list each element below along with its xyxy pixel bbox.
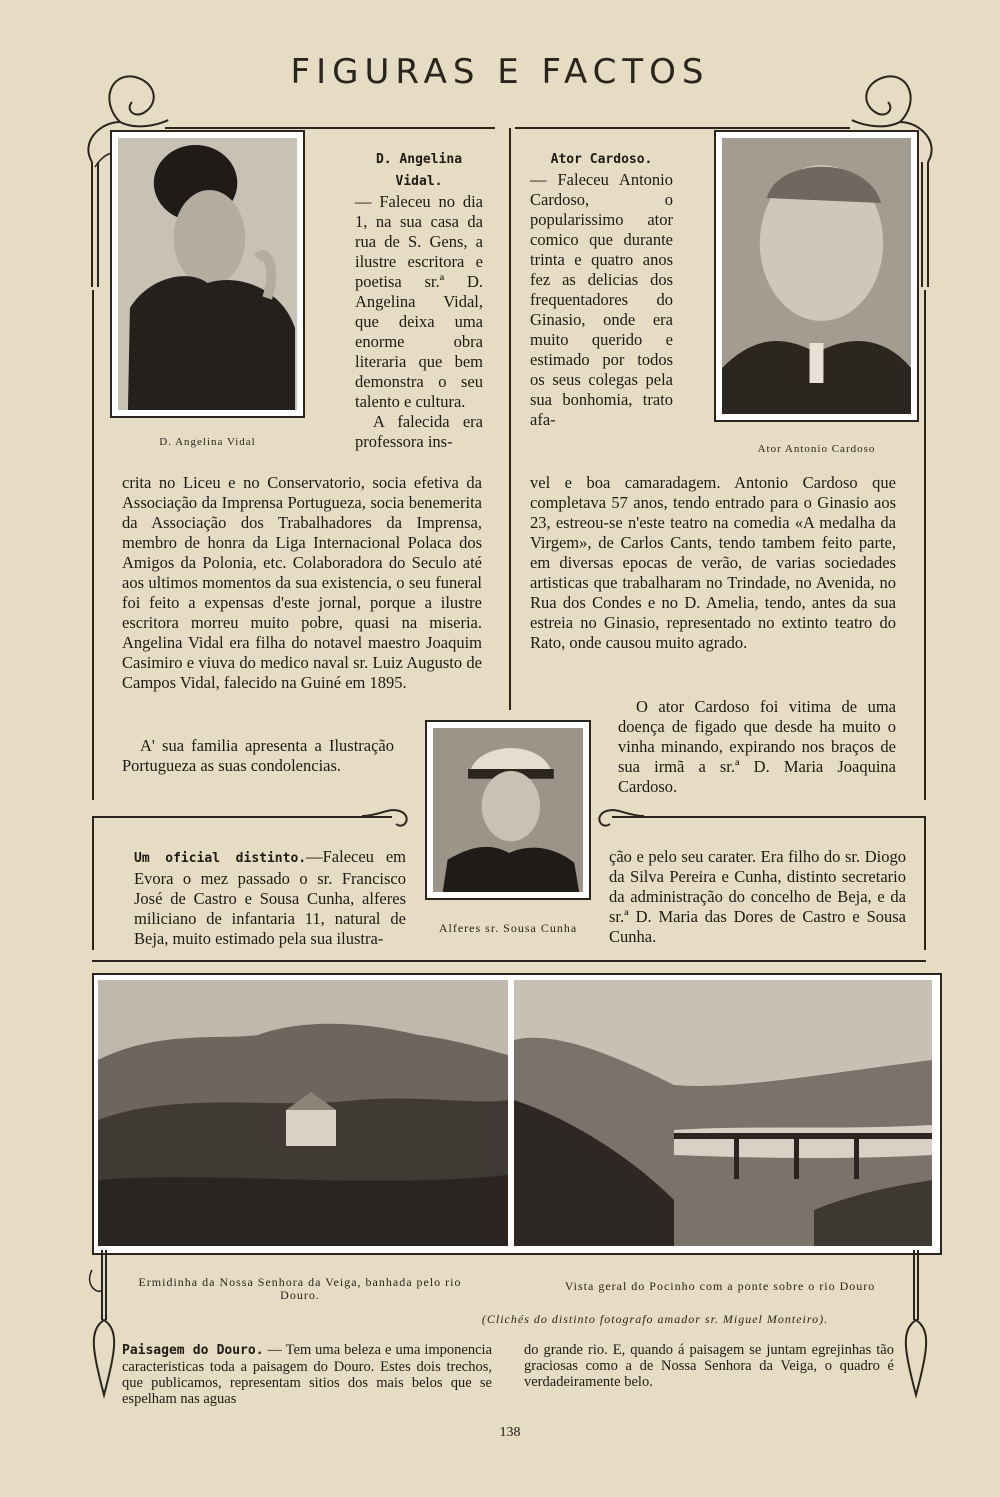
scroll-ornament-right (586, 800, 646, 836)
middle-right-border (924, 816, 926, 950)
caption-pocinho: Vista geral do Pocinho com a ponte sobre o rio Douro (564, 1279, 876, 1293)
oficial-left-text: —Faleceu em Evora o mez passado o sr. Francisco José de Castro e Sousa Cunha, alferes miliciano de infantaria 11, natural de Beja, muito estimado pela sua ilustra- (134, 847, 406, 948)
caption-angelina-vidal: D. Angelina Vidal (159, 436, 256, 448)
spear-ornament-right (896, 1250, 936, 1400)
spear-ornament-left (84, 1250, 124, 1400)
angelina-narrow-column (355, 148, 483, 452)
caption-ermidinha-veiga: Ermidinha da Nossa Senhora da Veiga, banhada pelo rio Douro. (138, 1275, 462, 1302)
middle-rule-right (612, 816, 924, 818)
middle-rule-left (92, 816, 392, 818)
top-rule-right (515, 127, 850, 129)
column-divider (509, 128, 511, 710)
cardoso-narrow-text: — Faleceu Antonio Cardoso, o popularissimo ator comico que durante trinta e quatro anos fez as delicias dos frequentadores do Ginasio, onde era muito querido e estimado por todos os seus colegas pela sua bonhomia, trato afa- (530, 170, 673, 429)
oficial-right-text: ção e pelo seu carater. Era filho do sr. Diogo da Silva Pereira e Cunha, distinto secretario da administração do concelho de Beja, e da sr.ª D. Maria das Dores de Castro e Sousa Cunha. (609, 847, 906, 946)
cardoso-wide-column (530, 473, 896, 653)
photo-credit: (Clichés do distinto fotografo amador sr. Miguel Monteiro). (481, 1312, 829, 1326)
angelina-closing-column (122, 736, 394, 776)
douro-heading: Paisagem do Douro. (122, 1343, 264, 1358)
cardoso-narrow-column (530, 148, 673, 430)
portrait-sousa-cunha (425, 720, 591, 900)
caption-antonio-cardoso: Ator Antonio Cardoso (757, 443, 876, 455)
angelina-wide-text: crita no Liceu e no Conservatorio, socia efetiva da Associação da Imprensa Portugueza, socia benemerita da Associação dos Trabalhadores da Imprensa, membro de honra da Liga Internacional Polaca dos Amigos da Polonia, etc. Colaboradora do Seculo até aos ultimos momentos da sua existencia, o seu funeral foi feito a expensas d'este jornal, porque a ilustre escritora morreu muito pobre, quasi na miseria. Angelina Vidal era filha do notavel maestro Joaquim Casimiro e viuva do medico naval sr. Luiz Augusto de Campos Vidal, falecido na Guiné em 1895. (122, 473, 482, 692)
cardoso-wide-text: vel e boa camaradagem. Antonio Cardoso que completava 57 anos, tendo entrado para o Ginasio aos 23, estreou-se n'este teatro na comedia «A medalha da Virgem», de Carlos Cants, tendo tambem feito parte, em diversas epocas de verão, de varias sociedades artisticas que trabalharam no Trindade, no Avenida, no Rua dos Condes e no D. Amelia, tendo, antes da sua estreia no Ginasio, representado no extinto teatro do Rato, onde causou muito agrado. (530, 473, 896, 652)
oficial-right-column (609, 847, 906, 947)
photo-pocinho-ponte (514, 980, 932, 1246)
cardoso-closing: O ator Cardoso foi vitima de uma doença de figado que desde ha muito o vinha minando, expirando nos braços de sua irmã a sr.ª D. Maria Joaquina Cardoso. (618, 697, 896, 796)
caption-sousa-cunha: Alferes sr. Sousa Cunha (438, 921, 578, 935)
left-border (92, 290, 94, 800)
cardoso-closing-column (618, 697, 896, 797)
photo-ermidinha-veiga (98, 980, 508, 1246)
angelina-narrow-text-2: A falecida era professora ins- (355, 412, 483, 451)
scroll-ornament-left (360, 800, 420, 836)
portrait-antonio-cardoso (714, 130, 919, 422)
douro-left-column (122, 1342, 492, 1407)
cardoso-heading: Ator Cardoso. (550, 152, 653, 167)
top-rule-left (165, 127, 495, 129)
portrait-angelina-vidal (110, 130, 305, 418)
oficial-heading: Um oficial distinto. (134, 851, 307, 866)
middle-left-border (92, 816, 94, 950)
angelina-wide-column (122, 473, 482, 693)
page-title: FIGURAS E FACTOS (290, 52, 710, 92)
douro-right-text: do grande rio. E, quando á paisagem se juntam egrejinhas tão graciosas como a de Nossa Senhora da Veiga, o quadro é verdadeiramente belo. (524, 1342, 894, 1390)
page-number: 138 (499, 1425, 521, 1440)
oficial-left-column (134, 847, 406, 949)
angelina-closing: A' sua familia apresenta a Ilustração Portugueza as suas condolencias. (122, 736, 394, 775)
douro-right-column (524, 1342, 894, 1390)
middle-bottom-rule (92, 960, 926, 962)
angelina-heading: D. Angelina Vidal. (375, 152, 463, 189)
angelina-narrow-text: — Faleceu no dia 1, na sua casa da rua de S. Gens, a ilustre escritora e poetisa sr.ª D. Angelina Vidal, que deixa uma enorme obra literaria que bem demonstra o seu talento e cultura. (355, 192, 483, 411)
douro-left-text: — Tem uma beleza e uma imponencia caracteristicas toda a paisagem do Douro. Estes dois trechos, que publicamos, representam sitios dos mais belos que se espelham nas aguas (122, 1342, 492, 1407)
right-border (924, 290, 926, 800)
